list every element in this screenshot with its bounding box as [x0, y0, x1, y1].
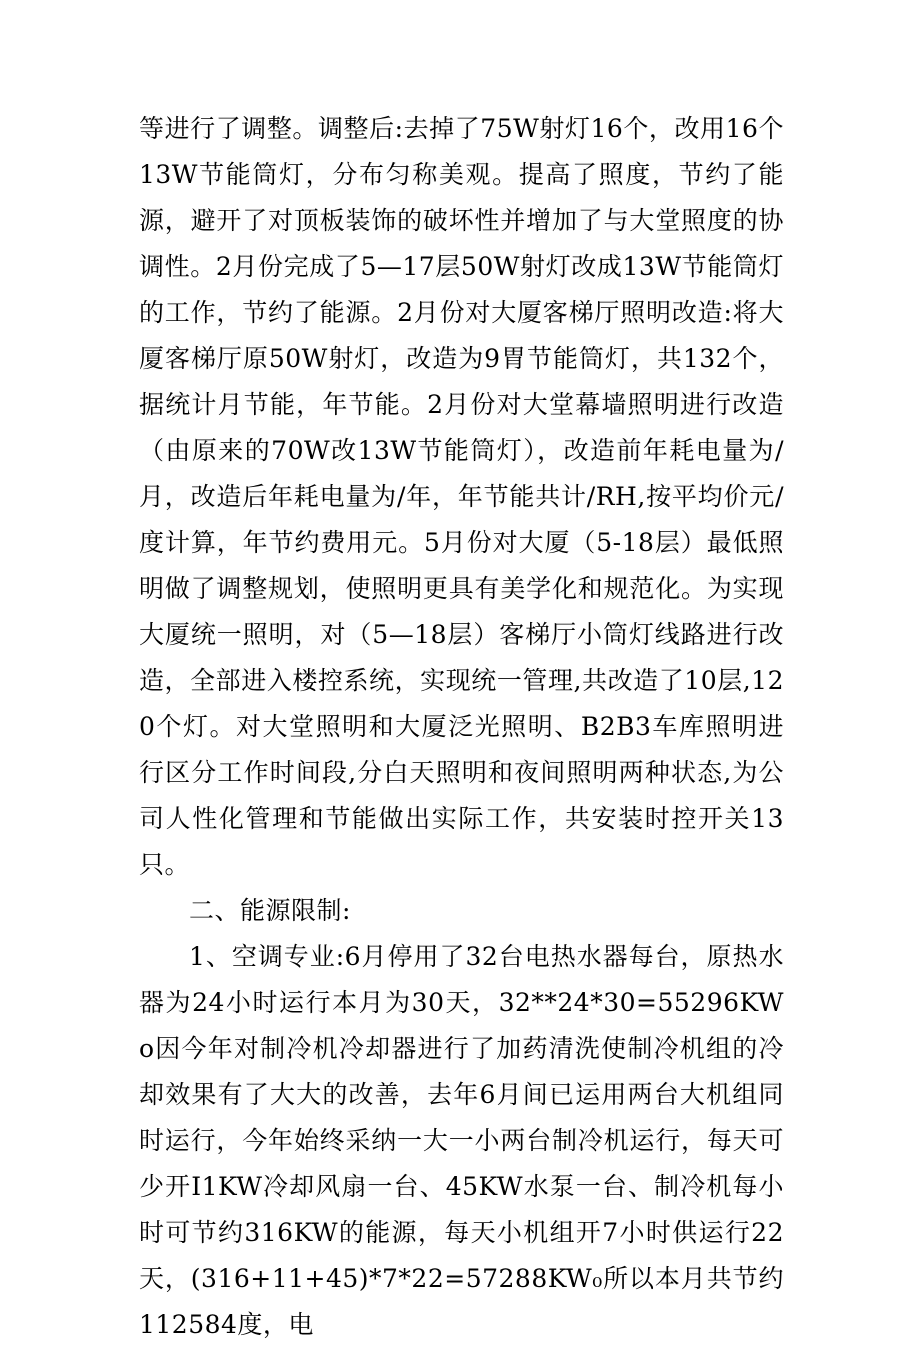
paragraph-lighting-retrofit: 等进行了调整。调整后:去掉了75W射灯16个，改用16个13W节能筒灯，分布匀称美观。提高了照度，节约了能源，避开了对顶板装饰的破坏性并增加了与大堂照度的协调性。2月份完成了5—17层50W射灯改成13W节能筒灯的工作，节约了能源。2月份对大厦客梯厅照明改造:将大厦客梯厅原50W射灯，改造为9胃节能筒灯，共132个，据统计月节能，年节能。2月份对大堂幕墙照明进行改造（由原来的70W改13W节能筒灯），改造前年耗电量为/月，改造后年耗电量为/年，年节能共计/RH,按平均价元/度计算，年节约费用元。5月份对大厦（5-18层）最低照明做了调整规划，使照明更具有美学化和规范化。为实现大厦统一照明，对（5—18层）客梯厅小筒灯线路进行改造，全部进入楼控系统，实现统一管理,共改造了10层,120个灯。对大堂照明和大厦泛光照明、B2B3车库照明进行区分工作时间段,分白天照明和夜间照明两种状态,为公司人性化管理和节能做出实际工作，共安装时控开关13只。: [139, 114, 784, 879]
section-heading-energy-limits: 二、能源限制:: [189, 896, 351, 925]
paragraph-hvac-savings: 1、空调专业:6月停用了32台电热水器每台，原热水器为24小时运行本月为30天，32**24*30=55296KWo因今年对制冷机冷却器进行了加药清洗使制冷机组的冷却效果有了大大的改善，去年6月间已运用两台大机组同时运行，今年始终采纳一大一小两台制冷机运行，每天可少开I1KW冷却风扇一台、45KW水泵一台、制冷机每小时可节约316KW的能源，每天小机组开7小时供运行22天，(316+11+45)*7*22=57288KW₀所以本月共节约112584度，电: [139, 942, 784, 1339]
document-body: [139, 106, 784, 1348]
